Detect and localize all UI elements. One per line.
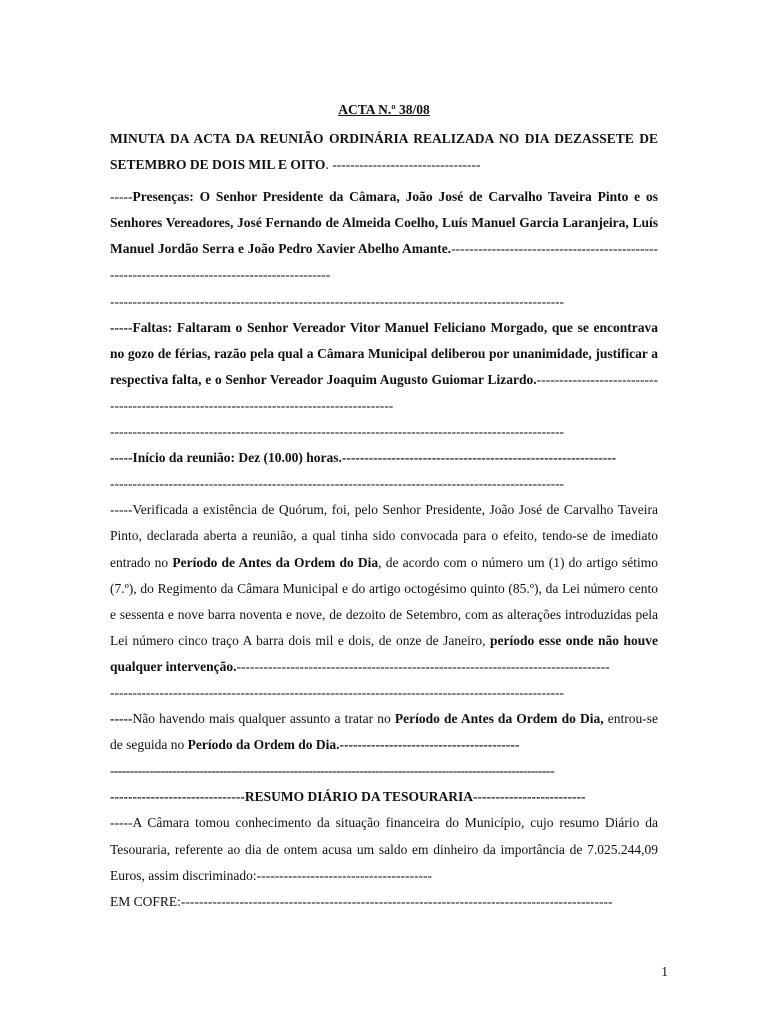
heading-paragraph: [110, 126, 658, 178]
camara-text: -----A Câmara tomou conhecimento da situação financeira do Município, cujo resumo Diário da Tesouraria, referente ao dia de ontem acusa um saldo em dinheiro da importância de 7.025.244,09 Euros, assim discriminado:: [110, 815, 658, 883]
resumo-heading: [110, 784, 658, 810]
verificada-text-b: , de acordo com o número um (1) do artigo sétimo (7.º), do Regimento da Câmara Municipal e do artigo octogésimo quinto (85.º), da Lei número cento e sessenta e nove barra noventa e nove, de dezoito de Setembro, com as alterações introduzidas pela Lei número cinco traço A barra dois mil e dois, de onze de Janeiro,: [110, 554, 658, 648]
resumo-label: RESUMO DIÁRIO DA TESOURARIA: [244, 789, 474, 805]
nao-havendo-paragraph: [110, 706, 658, 758]
nao-havendo-tail: ----------------------------------------: [339, 737, 520, 753]
inicio-text: -----Início da reunião: Dez (10.00) horas.: [110, 450, 342, 466]
em-cofre-label: EM COFRE:: [110, 893, 181, 909]
presencas-prefix: -----: [110, 189, 133, 205]
verificada-bold-b: período esse onde não houve qualquer intervenção.: [110, 632, 658, 674]
verificada-bold-a: Período de Antes da Ordem do Dia: [172, 554, 379, 570]
camara-paragraph: [110, 810, 658, 888]
document-title: ACTA N.º 38/08: [338, 102, 430, 117]
separator-line: ------------------------------------------------------------------------------------------------------------------: [110, 763, 555, 779]
presencas-label: Presenças: [132, 189, 190, 205]
camara-tail: ---------------------------------------: [256, 867, 432, 883]
nao-havendo-prefix: -----: [110, 711, 133, 727]
separator-line: -----------------------------------------------------------------------------------------------------: [110, 684, 565, 700]
em-cofre-tail: ------------------------------------------------------------------------------------------------: [180, 893, 613, 909]
nao-havendo-text-b: entrou-se de seguida no: [110, 711, 658, 753]
em-cofre-line: [110, 889, 658, 915]
nao-havendo-bold-a: Período de Antes da Ordem do Dia,: [394, 711, 604, 727]
separator-line: -----------------------------------------------------------------------------------------------------: [110, 293, 565, 309]
verificada-text-a: -----Verificada a existência de Quórum, foi, pelo Senhor Presidente, João José de Carvalho Taveira Pinto, declarada aberta a reunião, a qual tinha sido convocada para o efeito, tendo-se de imediato entrado no: [110, 502, 658, 570]
verificada-paragraph: [110, 497, 658, 680]
presencas-text: : O Senhor Presidente da Câmara, João José de Carvalho Taveira Pinto e os Senhores Vereadores, José Fernando de Almeida Coelho, Luís Manuel Garcia Laranjeira, Luís Manuel Jordão Serra e João Pedro Xavier Abelho Amante.: [110, 189, 658, 257]
inicio-paragraph: [110, 445, 658, 471]
page-number: 1: [661, 964, 668, 979]
presencas-paragraph: [110, 184, 658, 288]
resumo-left-dashes: ------------------------------: [110, 789, 245, 805]
heading-text: MINUTA DA ACTA DA REUNIÃO ORDINÁRIA REALIZADA NO DIA DEZASSETE DE SETEMBRO DE DOIS MIL E OITO: [110, 131, 658, 173]
faltas-tail: ------------------------------------------------------------------------------------------: [110, 371, 658, 413]
presencas-tail: -----------------------------------------------------------------------------------------------: [110, 241, 658, 283]
resumo-right-dashes: -------------------------: [473, 789, 586, 805]
heading-dashes: . ---------------------------------: [325, 157, 481, 173]
inicio-tail: -------------------------------------------------------------: [341, 450, 617, 466]
nao-havendo-bold-b: Período da Ordem do Dia.: [187, 737, 340, 753]
faltas-text: -----Faltas: Faltaram o Senhor Vereador Vitor Manuel Feliciano Morgado, que se encontrava no gozo de férias, razão pela qual a Câmara Municipal deliberou por unanimidade, justificar a respectiva falta, e o Senhor Vereador Joaquim Augusto Guiomar Lizardo.: [110, 319, 658, 387]
verificada-tail: -----------------------------------------------------------------------------------: [236, 658, 610, 674]
separator-line: -----------------------------------------------------------------------------------------------------: [110, 424, 565, 440]
faltas-paragraph: [110, 315, 658, 419]
document-page: [110, 100, 658, 915]
nao-havendo-text-a: Não havendo mais qualquer assunto a tratar no: [132, 711, 395, 727]
separator-line: -----------------------------------------------------------------------------------------------------: [110, 476, 565, 492]
